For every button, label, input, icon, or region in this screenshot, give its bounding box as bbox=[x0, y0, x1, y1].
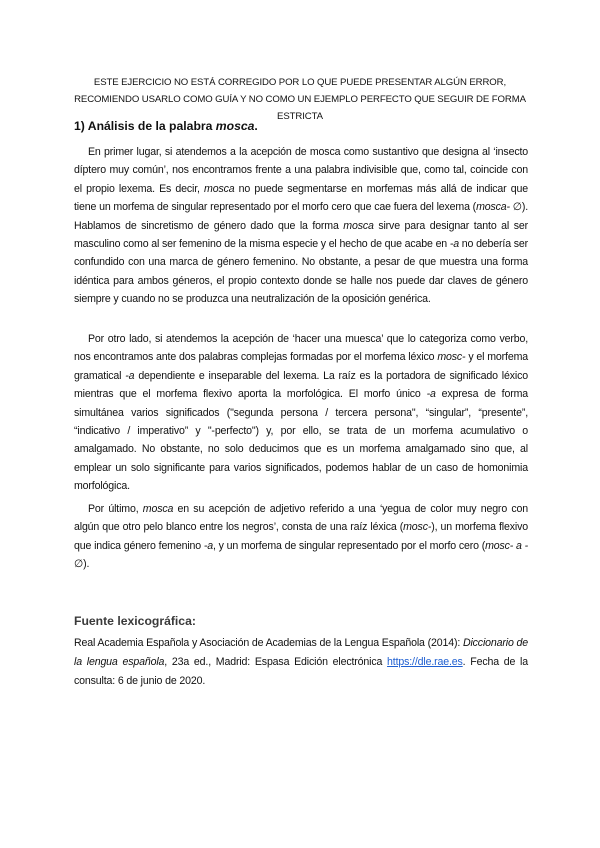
reference-date: . Fecha de la consulta: 6 de junio de 2020. bbox=[74, 656, 528, 687]
reference-details: , 23a ed., Madrid: Espasa Edición electrónica bbox=[164, 656, 388, 668]
italic-term: mosc- bbox=[403, 521, 432, 534]
text-run: y el morfema gramatical bbox=[74, 351, 529, 382]
paragraph-2 bbox=[74, 330, 528, 496]
text-run: Por último, bbox=[88, 503, 143, 515]
warning-notice: ESTE EJERCICIO NO ESTÁ CORREGIDO POR LO QUE PUEDE PRESENTAR ALGÚN ERROR, RECOMIENDO USARLO COMO GUÍA Y NO COMO UN EJEMPLO PERFECTO QUE SEGUIR DE FORMA ESTRICTA bbox=[74, 77, 526, 122]
text-run: dependiente e inseparable del lexema. La raíz es la portadora de significado léxico mientras que el morfema flexivo aporta la morfológica. El morfo único bbox=[74, 369, 528, 401]
text-run: ), un morfema flexivo que indica género femenino bbox=[74, 521, 528, 552]
italic-term: -a bbox=[449, 238, 459, 251]
rae-link[interactable]: https://dle.rae.es bbox=[387, 656, 463, 668]
text-run: no puede segmentarse en morfemas más allá de indicar que tiene un morfema de singular representado por el morfo cero que cae fuera del lexema ( bbox=[74, 182, 528, 214]
reference-title: Diccionario de la lengua española bbox=[74, 637, 529, 668]
paragraph-3 bbox=[74, 500, 528, 574]
italic-term: -a bbox=[203, 539, 214, 552]
heading-suffix: . bbox=[254, 119, 258, 133]
italic-term: mosc- a - ∅ bbox=[74, 539, 529, 571]
text-run: expresa de forma simultánea varios significados ("segunda persona / tercera persona", “singular”, “presente”, “indicativo / imperativo” y "-perfecto") y, por ello, se trata de un morfema acumulativo o amalgamado. No obstante, no solo deducimos que es un morfema amalgamado sino que, al emplear un solo significante para varios significados, podemos hablar de un caso de homonimia morfológica. bbox=[74, 388, 528, 493]
italic-term: -a bbox=[125, 369, 135, 382]
text-run: , y un morfema de singular representado por el morfo cero ( bbox=[213, 539, 486, 552]
paragraph-1 bbox=[74, 143, 528, 309]
text-run: no debería ser confundido con una marca de género femenino. No obstante, a pesar de que muestra una forma idéntica para ambos géneros, el propio contexto donde se halle nos puede dar claves de género siempre y cuando no se produzca una neutralización de la oposición genérica. bbox=[74, 238, 529, 306]
text-run: en su acepción de adjetivo referido a una ‘yegua de color muy negro con algún que otro pelo blanco entre los negros’, consta de una raíz léxica ( bbox=[74, 503, 528, 534]
reference-authors: Real Academia Española y Asociación de Academias de la Lengua Española (2014): bbox=[74, 637, 463, 649]
section-heading-analysis bbox=[74, 118, 258, 134]
italic-term: mosc- bbox=[437, 351, 466, 364]
bibliographic-reference bbox=[74, 634, 528, 691]
italic-term: -a bbox=[426, 388, 436, 401]
text-run: Por otro lado, si atendemos la acepción de ‘hacer una muesca’ que lo categoriza como verbo, nos encontramos ante dos palabras complejas formadas por el morfema léxico bbox=[74, 333, 528, 364]
text-run: ). Hablamos de sincretismo de género dado que la forma bbox=[74, 201, 529, 232]
section-heading-source: Fuente lexicográfica: bbox=[74, 614, 196, 628]
text-run: sirve para designar tanto al ser masculino como al ser femenino de la misma especie y el hecho de que acabe en bbox=[74, 219, 528, 251]
italic-term: mosca- ∅ bbox=[476, 201, 522, 214]
italic-term: mosca bbox=[142, 503, 174, 515]
text-run: En primer lugar, si atendemos a la acepción de mosca como sustantivo que designa al ‘insecto díptero muy común’, nos encontramos frente a una palabra indivisible que, como tal, coincide con el propio lexema. Es decir, bbox=[74, 146, 528, 195]
italic-term: mosca bbox=[343, 219, 374, 232]
text-run: ). bbox=[83, 558, 90, 571]
heading-text: 1) Análisis de la palabra bbox=[74, 119, 216, 133]
italic-term: mosca bbox=[204, 182, 235, 195]
heading-word: mosca bbox=[215, 119, 255, 133]
